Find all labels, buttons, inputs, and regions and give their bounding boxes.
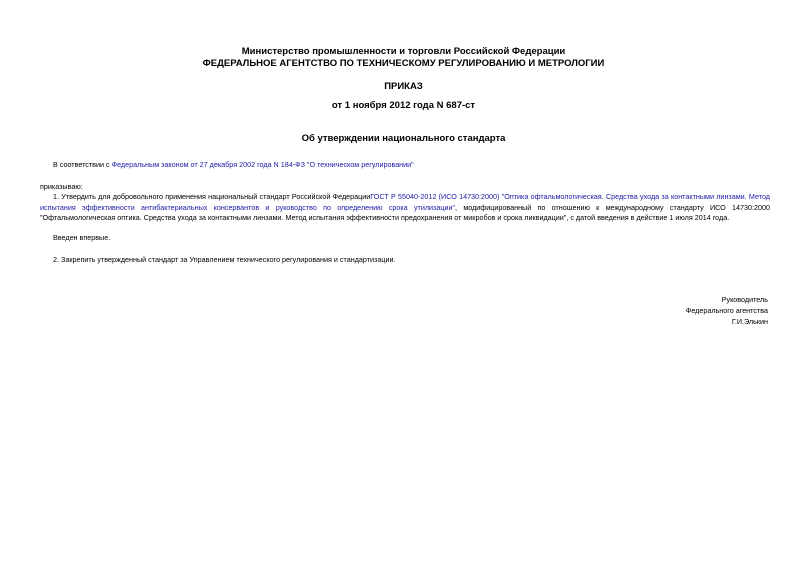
item-1-prefix: 1. Утвердить для добровольного применения национальный стандарт Российской Федерации xyxy=(53,192,371,201)
order-subject: Об утверждении национального стандарта xyxy=(301,133,506,144)
federal-law-link[interactable]: Федеральным законом от 27 декабря 2002 года N 184-ФЗ "О техническом регулировании" xyxy=(111,160,414,169)
intro-note: Введен впервые. xyxy=(53,233,111,242)
basis-prefix: В соответствии с xyxy=(53,160,112,169)
orders-paragraph: приказываю: xyxy=(40,182,83,191)
item-2-paragraph: 2. Закрепить утвержденный стандарт за Управлением технического регулирования и стандартизации. xyxy=(53,255,396,264)
item-1-paragraph xyxy=(40,192,770,224)
signature-position: Руководитель xyxy=(721,295,768,304)
signature-name: Г.И.Элькин xyxy=(731,317,768,326)
signature-organization: Федерального агентства xyxy=(685,306,768,315)
signature-block xyxy=(686,294,768,327)
order-date: от 1 ноября 2012 года N 687-ст xyxy=(331,100,476,111)
order-title: ПРИКАЗ xyxy=(384,81,423,92)
basis-paragraph xyxy=(53,160,773,171)
document-header xyxy=(0,46,807,69)
agency-name: ФЕДЕРАЛЬНОЕ АГЕНТСТВО ПО ТЕХНИЧЕСКОМУ РЕГУЛИРОВАНИЮ И МЕТРОЛОГИИ xyxy=(202,57,605,69)
ministry-name: Министерство промышленности и торговли Российской Федерации xyxy=(241,46,566,57)
gost-standard-link[interactable]: ГОСТ Р 55040-2012 (ИСО 14730:2000) "Оптика офтальмологическая. Средства ухода за контактными линзами. Метод испытания эффективности антибактериальных консервантов и руководство по определению срока утилизации" xyxy=(40,192,770,212)
item-1-suffix: , модифицированный по отношению к международному стандарту ИСО 14730:2000 "Офтальмологическая оптика. Средства ухода за контактными линзами. Метод испытания эффективности предохранения от микробов и срока ликвидации", с датой введения в действие 1 июля 2014 года. xyxy=(40,202,770,222)
